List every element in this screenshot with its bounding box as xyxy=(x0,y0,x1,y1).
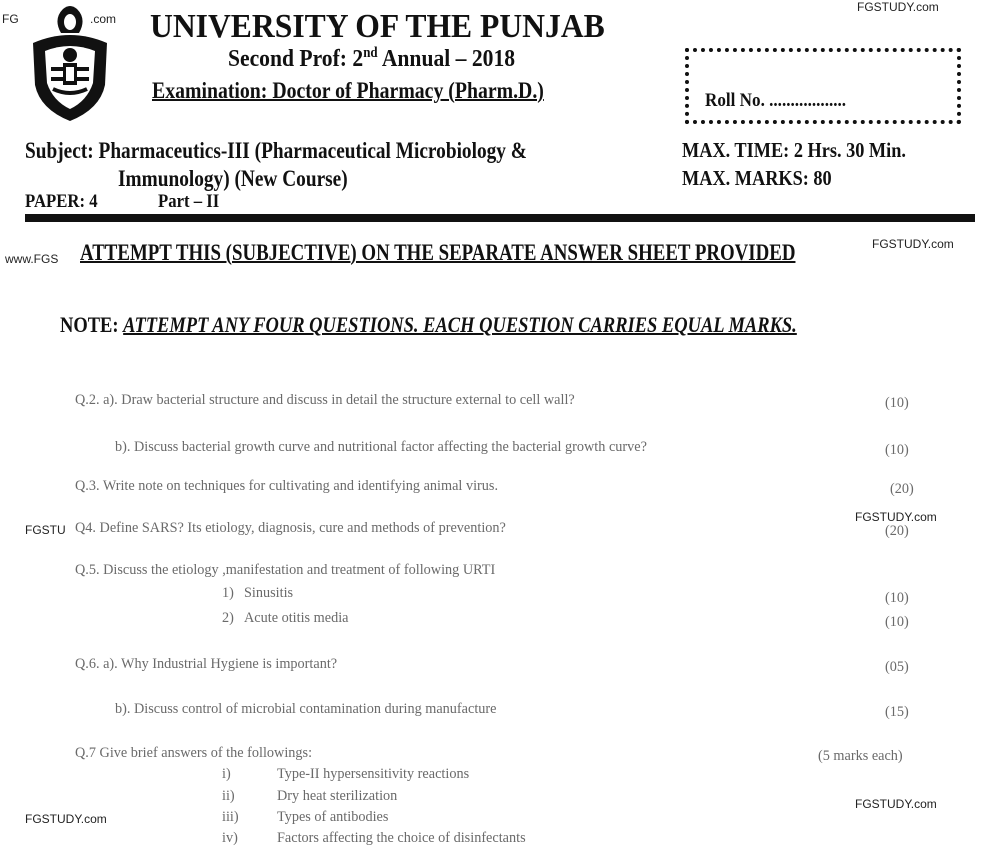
watermark: FGSTUDY.com xyxy=(857,0,939,14)
prof-prefix: Second Prof: 2 xyxy=(228,46,364,72)
note-label: NOTE: xyxy=(60,312,119,337)
question-6b: b). Discuss control of microbial contamination during manufacture xyxy=(115,701,497,717)
marks: (10) xyxy=(885,614,909,630)
item-number: ii) xyxy=(222,788,235,804)
question-7-item: Dry heat sterilization xyxy=(277,788,398,804)
item-number: 1) xyxy=(222,585,234,601)
roll-number-box xyxy=(685,48,961,124)
marks: (15) xyxy=(885,704,909,720)
watermark: FGSTUDY.com xyxy=(855,510,937,524)
marks: (20) xyxy=(890,481,914,497)
prof-suffix: Annual – 2018 xyxy=(377,46,516,72)
marks: (5 marks each) xyxy=(818,748,903,764)
university-title: UNIVERSITY OF THE PUNJAB xyxy=(150,8,605,45)
marks: (05) xyxy=(885,659,909,675)
marks: (10) xyxy=(885,590,909,606)
marks: (10) xyxy=(885,395,909,411)
examination-line: Examination: Doctor of Pharmacy (Pharm.D.) xyxy=(152,78,544,103)
item-number: 2) xyxy=(222,610,234,626)
max-marks: MAX. MARKS: 80 xyxy=(682,166,832,190)
watermark: FG .com xyxy=(2,12,117,26)
note xyxy=(60,312,797,338)
question-2b: b). Discuss bacterial growth curve and nutritional factor affecting the bacterial growth curve? xyxy=(115,439,647,455)
question-2a: Q.2. a). Draw bacterial structure and discuss in detail the structure external to cell wall? xyxy=(75,392,575,408)
paper-part: Part – II xyxy=(158,191,220,212)
watermark: FGSTUDY.com xyxy=(872,237,954,251)
watermark: www.FGS xyxy=(5,252,59,266)
instruction-heading: ATTEMPT THIS (SUBJECTIVE) ON THE SEPARATE ANSWER SHEET PROVIDED xyxy=(80,240,796,265)
header-divider xyxy=(25,214,975,222)
question-7-item: Factors affecting the choice of disinfectants xyxy=(277,830,526,846)
question-4: Q4. Define SARS? Its etiology, diagnosis, cure and methods of prevention? xyxy=(75,520,506,536)
question-3: Q.3. Write note on techniques for cultivating and identifying animal virus. xyxy=(75,478,499,494)
subject-line-2: Immunology) (New Course) xyxy=(118,166,348,191)
question-5-item: Sinusitis xyxy=(244,585,294,601)
watermark: FGSTU xyxy=(25,523,66,537)
paper-number: PAPER: 4 xyxy=(25,191,98,212)
question-7-item: Type-II hypersensitivity reactions xyxy=(277,766,470,782)
marks: (10) xyxy=(885,442,909,458)
note-text: ATTEMPT ANY FOUR QUESTIONS. EACH QUESTION CARRIES EQUAL MARKS. xyxy=(123,312,797,337)
item-number: iii) xyxy=(222,809,239,825)
subject-line-1: Subject: Pharmaceutics-III (Pharmaceutical Microbiology & xyxy=(25,138,527,163)
item-number: i) xyxy=(222,766,231,782)
prof-superscript: nd xyxy=(363,45,378,61)
max-time: MAX. TIME: 2 Hrs. 30 Min. xyxy=(682,138,906,162)
watermark: FGSTUDY.com xyxy=(855,797,937,811)
watermark: FGSTUDY.com xyxy=(25,812,107,826)
question-6a: Q.6. a). Why Industrial Hygiene is important? xyxy=(75,656,338,672)
question-5: Q.5. Discuss the etiology ,manifestation and treatment of following URTI xyxy=(75,562,496,578)
prof-line xyxy=(228,45,515,73)
question-5-item: Acute otitis media xyxy=(244,610,349,626)
question-7-item: Types of antibodies xyxy=(277,809,389,825)
roll-number-field[interactable]: Roll No. .................. xyxy=(705,90,847,111)
question-7: Q.7 Give brief answers of the followings: xyxy=(75,745,313,761)
marks: (20) xyxy=(885,523,909,539)
item-number: iv) xyxy=(222,830,238,846)
